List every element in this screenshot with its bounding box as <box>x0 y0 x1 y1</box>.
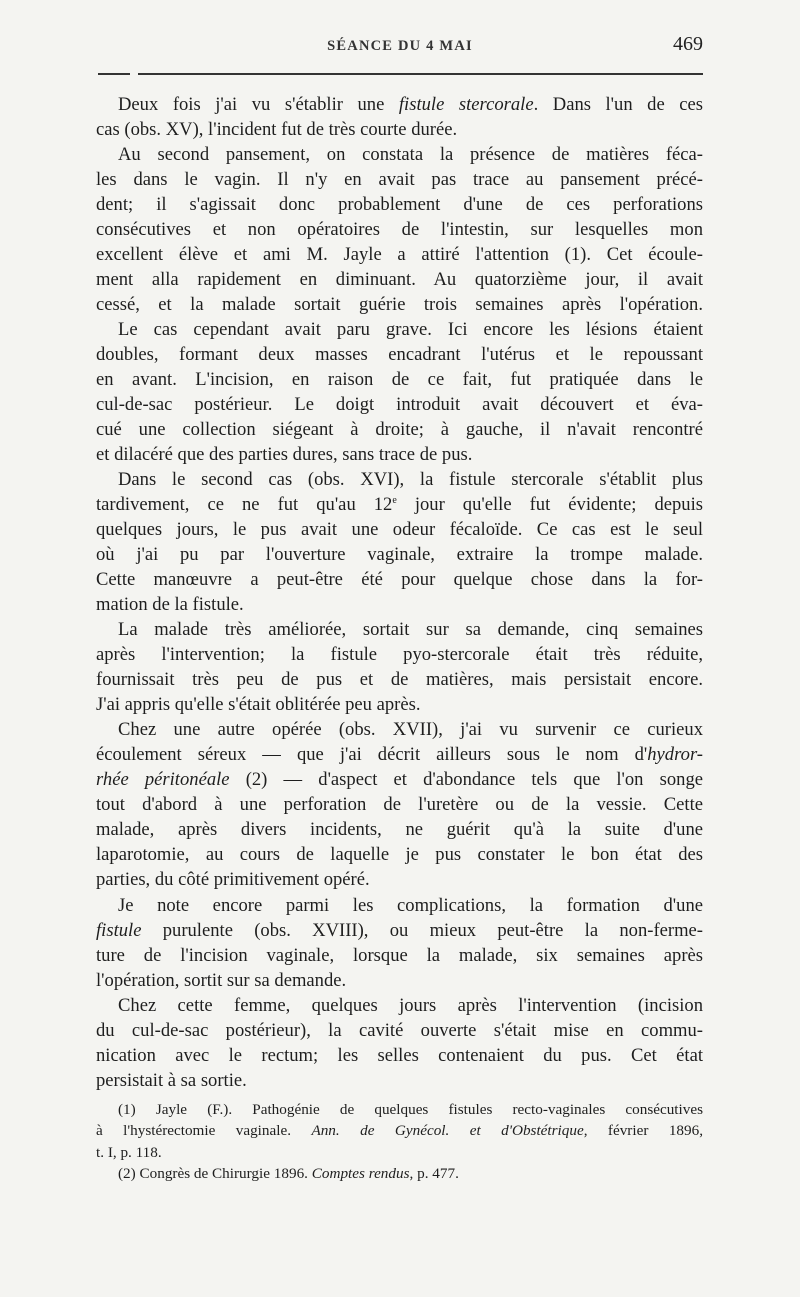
text-segment: l'opération, sortit sur sa demande. <box>96 969 347 991</box>
text-line <box>96 542 703 567</box>
italic-text: Comptes rendus <box>311 1164 410 1182</box>
header-rule <box>138 73 703 75</box>
text-segment: après l'intervention; la fistule pyo-stercorale était très réduite, <box>96 644 703 666</box>
text-line <box>96 617 703 642</box>
text-segment: Deux fois j'ai vu s'établir une <box>118 94 399 115</box>
text-segment: . Dans l'un de ces <box>533 94 704 115</box>
text-line <box>96 993 703 1018</box>
text-line <box>96 567 703 592</box>
text-line <box>96 142 703 167</box>
text-segment: dent; il s'agissait donc probablement d'une de ces perforations <box>96 194 703 216</box>
text-segment: les dans le vagin. Il n'y en avait pas trace au pansement précé- <box>96 169 703 191</box>
text-segment: doubles, formant deux masses encadrant l'utérus et le repoussant <box>96 344 703 366</box>
italic-text: rhée péritonéale <box>96 769 230 791</box>
text-line <box>96 517 703 542</box>
text-segment: La malade très améliorée, sortait sur sa demande, cinq semaines <box>118 619 703 641</box>
text-segment: J'ai appris qu'elle s'était oblitérée peu après. <box>96 694 421 716</box>
italic-text: Ann. de Gynécol. et d'Obstétrique <box>311 1122 584 1140</box>
text-line <box>96 1068 703 1093</box>
header-rule-left <box>98 73 130 75</box>
text-segment: cessé, et la malade sortait guérie trois semaines après l'opération. <box>96 294 703 316</box>
text-segment: Cette manœuvre a peut-être été pour quelque chose dans la for- <box>96 569 703 591</box>
superscript: e <box>392 495 397 507</box>
text-line <box>96 842 703 867</box>
text-line <box>96 692 703 717</box>
text-line <box>96 642 703 667</box>
text-line <box>96 918 703 943</box>
text-line <box>96 267 703 292</box>
text-line <box>96 592 703 617</box>
text-segment: cul-de-sac postérieur. Le doigt introduit avait découvert et éva- <box>96 394 703 416</box>
text-segment: tardivement, ce ne fut qu'au 12 <box>96 494 393 516</box>
text-segment: nication avec le rectum; les selles contenaient du pus. Cet état <box>96 1044 703 1066</box>
text-line <box>96 1043 703 1068</box>
text-segment: consécutives et non opératoires de l'intestin, sur lesquelles mon <box>96 219 703 241</box>
text-segment: mation de la fistule. <box>96 594 244 616</box>
text-segment: ment alla rapidement en diminuant. Au quatorzième jour, il avait <box>96 269 703 291</box>
text-segment: Dans le second cas (obs. XVI), la fistule stercorale s'établit plus <box>118 469 703 491</box>
text-line <box>96 392 703 417</box>
text-segment: du cul-de-sac postérieur), la cavité ouverte s'était mise en commu- <box>96 1019 703 1041</box>
page-number: 469 <box>673 33 703 55</box>
text-line <box>96 117 703 142</box>
text-segment: où j'ai pu par l'ouverture vaginale, extraire la trompe malade. <box>96 544 703 566</box>
text-line <box>96 467 703 492</box>
text-segment: cué une collection siégeant à droite; à gauche, il n'avait rencontré <box>96 419 703 441</box>
text-segment: , février 1896, <box>583 1122 703 1140</box>
footnote-line <box>96 1099 703 1120</box>
text-segment: persistait à sa sortie. <box>96 1069 247 1091</box>
text-line <box>96 317 703 342</box>
text-line <box>96 167 703 192</box>
footnote-line <box>96 1120 703 1141</box>
text-segment: purulente (obs. XVIII), ou mieux peut-être la non-ferme- <box>141 919 703 941</box>
italic-text: hydror- <box>647 744 703 766</box>
text-segment: excellent élève et ami M. Jayle a attiré l'attention (1). Cet écoule- <box>96 244 703 266</box>
text-segment: en avant. L'incision, en raison de ce fait, fut pratiquée dans le <box>96 369 703 391</box>
text-line <box>96 442 703 467</box>
text-line <box>96 667 703 692</box>
text-line <box>96 92 703 117</box>
text-segment: Chez une autre opérée (obs. XVII), j'ai vu survenir ce curieux <box>118 719 703 741</box>
text-line <box>96 742 703 767</box>
text-line <box>96 867 703 892</box>
text-segment: (2) Congrès de Chirurgie 1896. <box>118 1164 312 1182</box>
text-segment: et dilacéré que des parties dures, sans trace de pus. <box>96 444 473 466</box>
text-line <box>96 492 703 517</box>
text-line <box>96 217 703 242</box>
footnote-line <box>96 1142 703 1163</box>
text-segment: malade, après divers incidents, ne guérit qu'à la suite d'une <box>96 819 703 841</box>
text-segment: laparotomie, au cours de laquelle je pus constater le bon état des <box>96 844 703 866</box>
text-line <box>96 242 703 267</box>
text-line <box>96 817 703 842</box>
text-line <box>96 192 703 217</box>
text-line <box>96 717 703 742</box>
text-line <box>96 968 703 993</box>
text-segment: parties, du côté primitivement opéré. <box>96 869 370 891</box>
text-line <box>96 292 703 317</box>
text-segment: (2) — d'aspect et d'abondance tels que l'on songe <box>229 769 704 791</box>
text-segment: écoulement séreux — que j'ai décrit ailleurs sous le nom d' <box>96 744 648 766</box>
footnotes <box>96 1099 703 1184</box>
text-line <box>96 1018 703 1043</box>
text-segment: , p. 477. <box>409 1164 459 1182</box>
italic-text: fistule <box>96 919 142 941</box>
body-text <box>96 92 703 1093</box>
footnote-line <box>96 1163 703 1184</box>
text-segment: Chez cette femme, quelques jours après l'intervention (incision <box>118 994 703 1016</box>
text-segment: fournissait très peu de pus et de matières, mais persistait encore. <box>96 669 703 691</box>
text-segment: cas (obs. XV), l'incident fut de très courte durée. <box>96 119 458 141</box>
text-line <box>96 792 703 817</box>
text-line <box>96 943 703 968</box>
text-segment: quelques jours, le pus avait une odeur fécaloïde. Ce cas est le seul <box>96 519 703 541</box>
text-segment: Je note encore parmi les complications, la formation d'une <box>118 894 703 916</box>
text-line <box>96 893 703 918</box>
text-segment: (1) Jayle (F.). Pathogénie de quelques fistules recto-vaginales consécutives <box>118 1101 703 1118</box>
text-line <box>96 367 703 392</box>
text-line <box>96 417 703 442</box>
text-segment: Au second pansement, on constata la présence de matières féca- <box>118 144 703 166</box>
text-segment: jour qu'elle fut évidente; depuis <box>396 494 703 516</box>
text-segment: tout d'abord à une perforation de l'uretère ou de la vessie. Cette <box>96 794 703 816</box>
text-segment: ture de l'incision vaginale, lorsque la malade, six semaines après <box>96 944 703 966</box>
text-segment: à l'hystérectomie vaginale. <box>96 1122 312 1140</box>
text-line <box>96 767 703 792</box>
text-segment: t. I, p. 118. <box>96 1143 162 1161</box>
text-segment: Le cas cependant avait paru grave. Ici encore les lésions étaient <box>118 319 703 341</box>
running-header-title: SÉANCE DU 4 MAI <box>327 38 473 54</box>
text-line <box>96 342 703 367</box>
italic-text: fistule stercorale <box>398 94 534 115</box>
